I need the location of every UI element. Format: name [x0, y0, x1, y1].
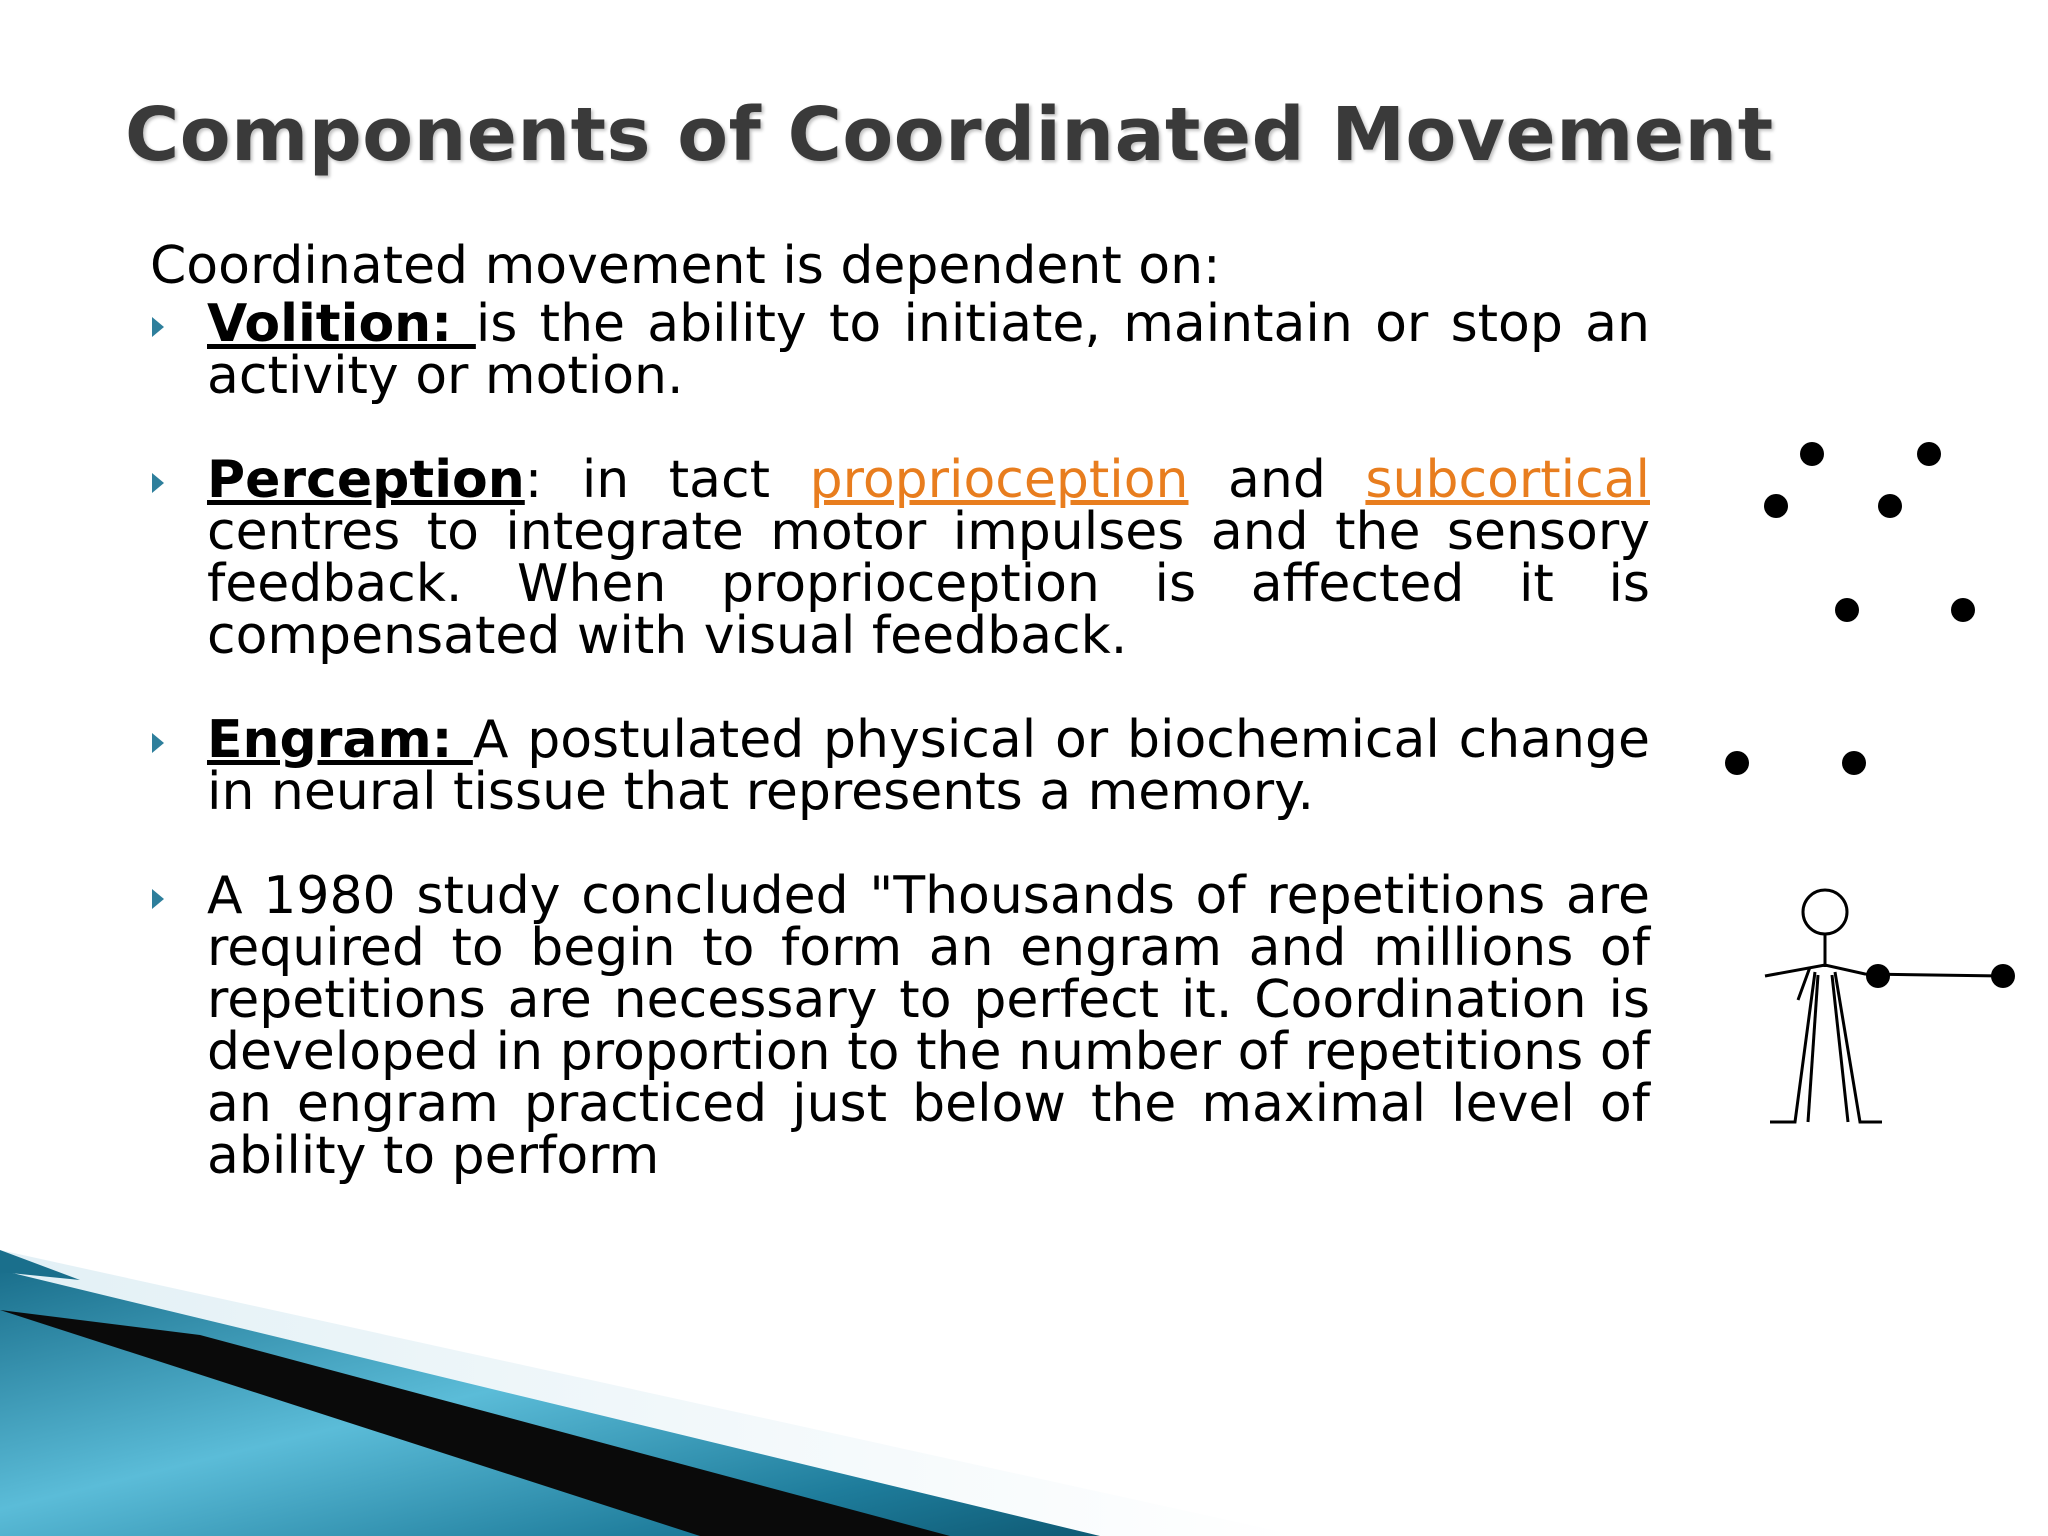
figure-head [1803, 890, 1847, 934]
bullet-volition [150, 294, 1650, 406]
figure-right-leg [1835, 972, 1882, 1122]
ball [1800, 442, 1824, 466]
term-volition: Volition: [207, 294, 476, 354]
term-perception: Perception [207, 450, 525, 510]
ball [1878, 494, 1902, 518]
bullet-arrow-icon [152, 889, 164, 909]
juggling-balls [1725, 442, 2015, 988]
ball [1917, 442, 1941, 466]
perception-text-after: centres to integrate motor impulses and the sensory feedback. When proprioception is affected it is compensated with visual feedback. [207, 502, 1650, 666]
slide-title: Components of Coordinated Movement [125, 92, 1774, 178]
study-text: A 1980 study concluded "Thousands of repetitions are required to begin to form an engram and millions of repetitions are necessary to perfect it. Coordination is developed in proportion to the number of repetitions of an engram practiced just below the maximal level of ability to perform [207, 866, 1650, 1186]
figure-hand [1798, 967, 1810, 1000]
juggling-stick-figure-illustration [1690, 430, 2020, 1150]
ball [1951, 598, 1975, 622]
ball [1835, 598, 1859, 622]
perception-text-mid: and [1188, 450, 1366, 510]
intro-text: Coordinated movement is dependent on: [150, 236, 1221, 296]
ball [1725, 751, 1749, 775]
stick-figure [1765, 890, 2003, 1122]
term-engram: Engram: [207, 710, 473, 770]
ball [1866, 964, 1890, 988]
bullet-list [150, 294, 1650, 1186]
bullet-arrow-icon [152, 473, 164, 493]
bullet-study [150, 866, 1650, 1186]
ball [1842, 751, 1866, 775]
perception-text-before: : in tact [524, 450, 810, 510]
bullet-arrow-icon [152, 733, 164, 753]
ball [1764, 494, 1788, 518]
link-proprioception[interactable]: proprioception [809, 450, 1189, 510]
bullet-engram [150, 710, 1650, 822]
slide-content [150, 236, 1650, 1234]
engram-definition: A postulated physical or biochemical change in neural tissue that represents a memory. [207, 710, 1650, 822]
link-subcortical[interactable]: subcortical [1365, 450, 1650, 510]
bullet-arrow-icon [152, 317, 164, 337]
volition-definition: is the ability to initiate, maintain or stop an activity or motion. [207, 294, 1650, 406]
bullet-perception [150, 450, 1650, 666]
blue-wave-decoration [0, 1250, 1300, 1536]
